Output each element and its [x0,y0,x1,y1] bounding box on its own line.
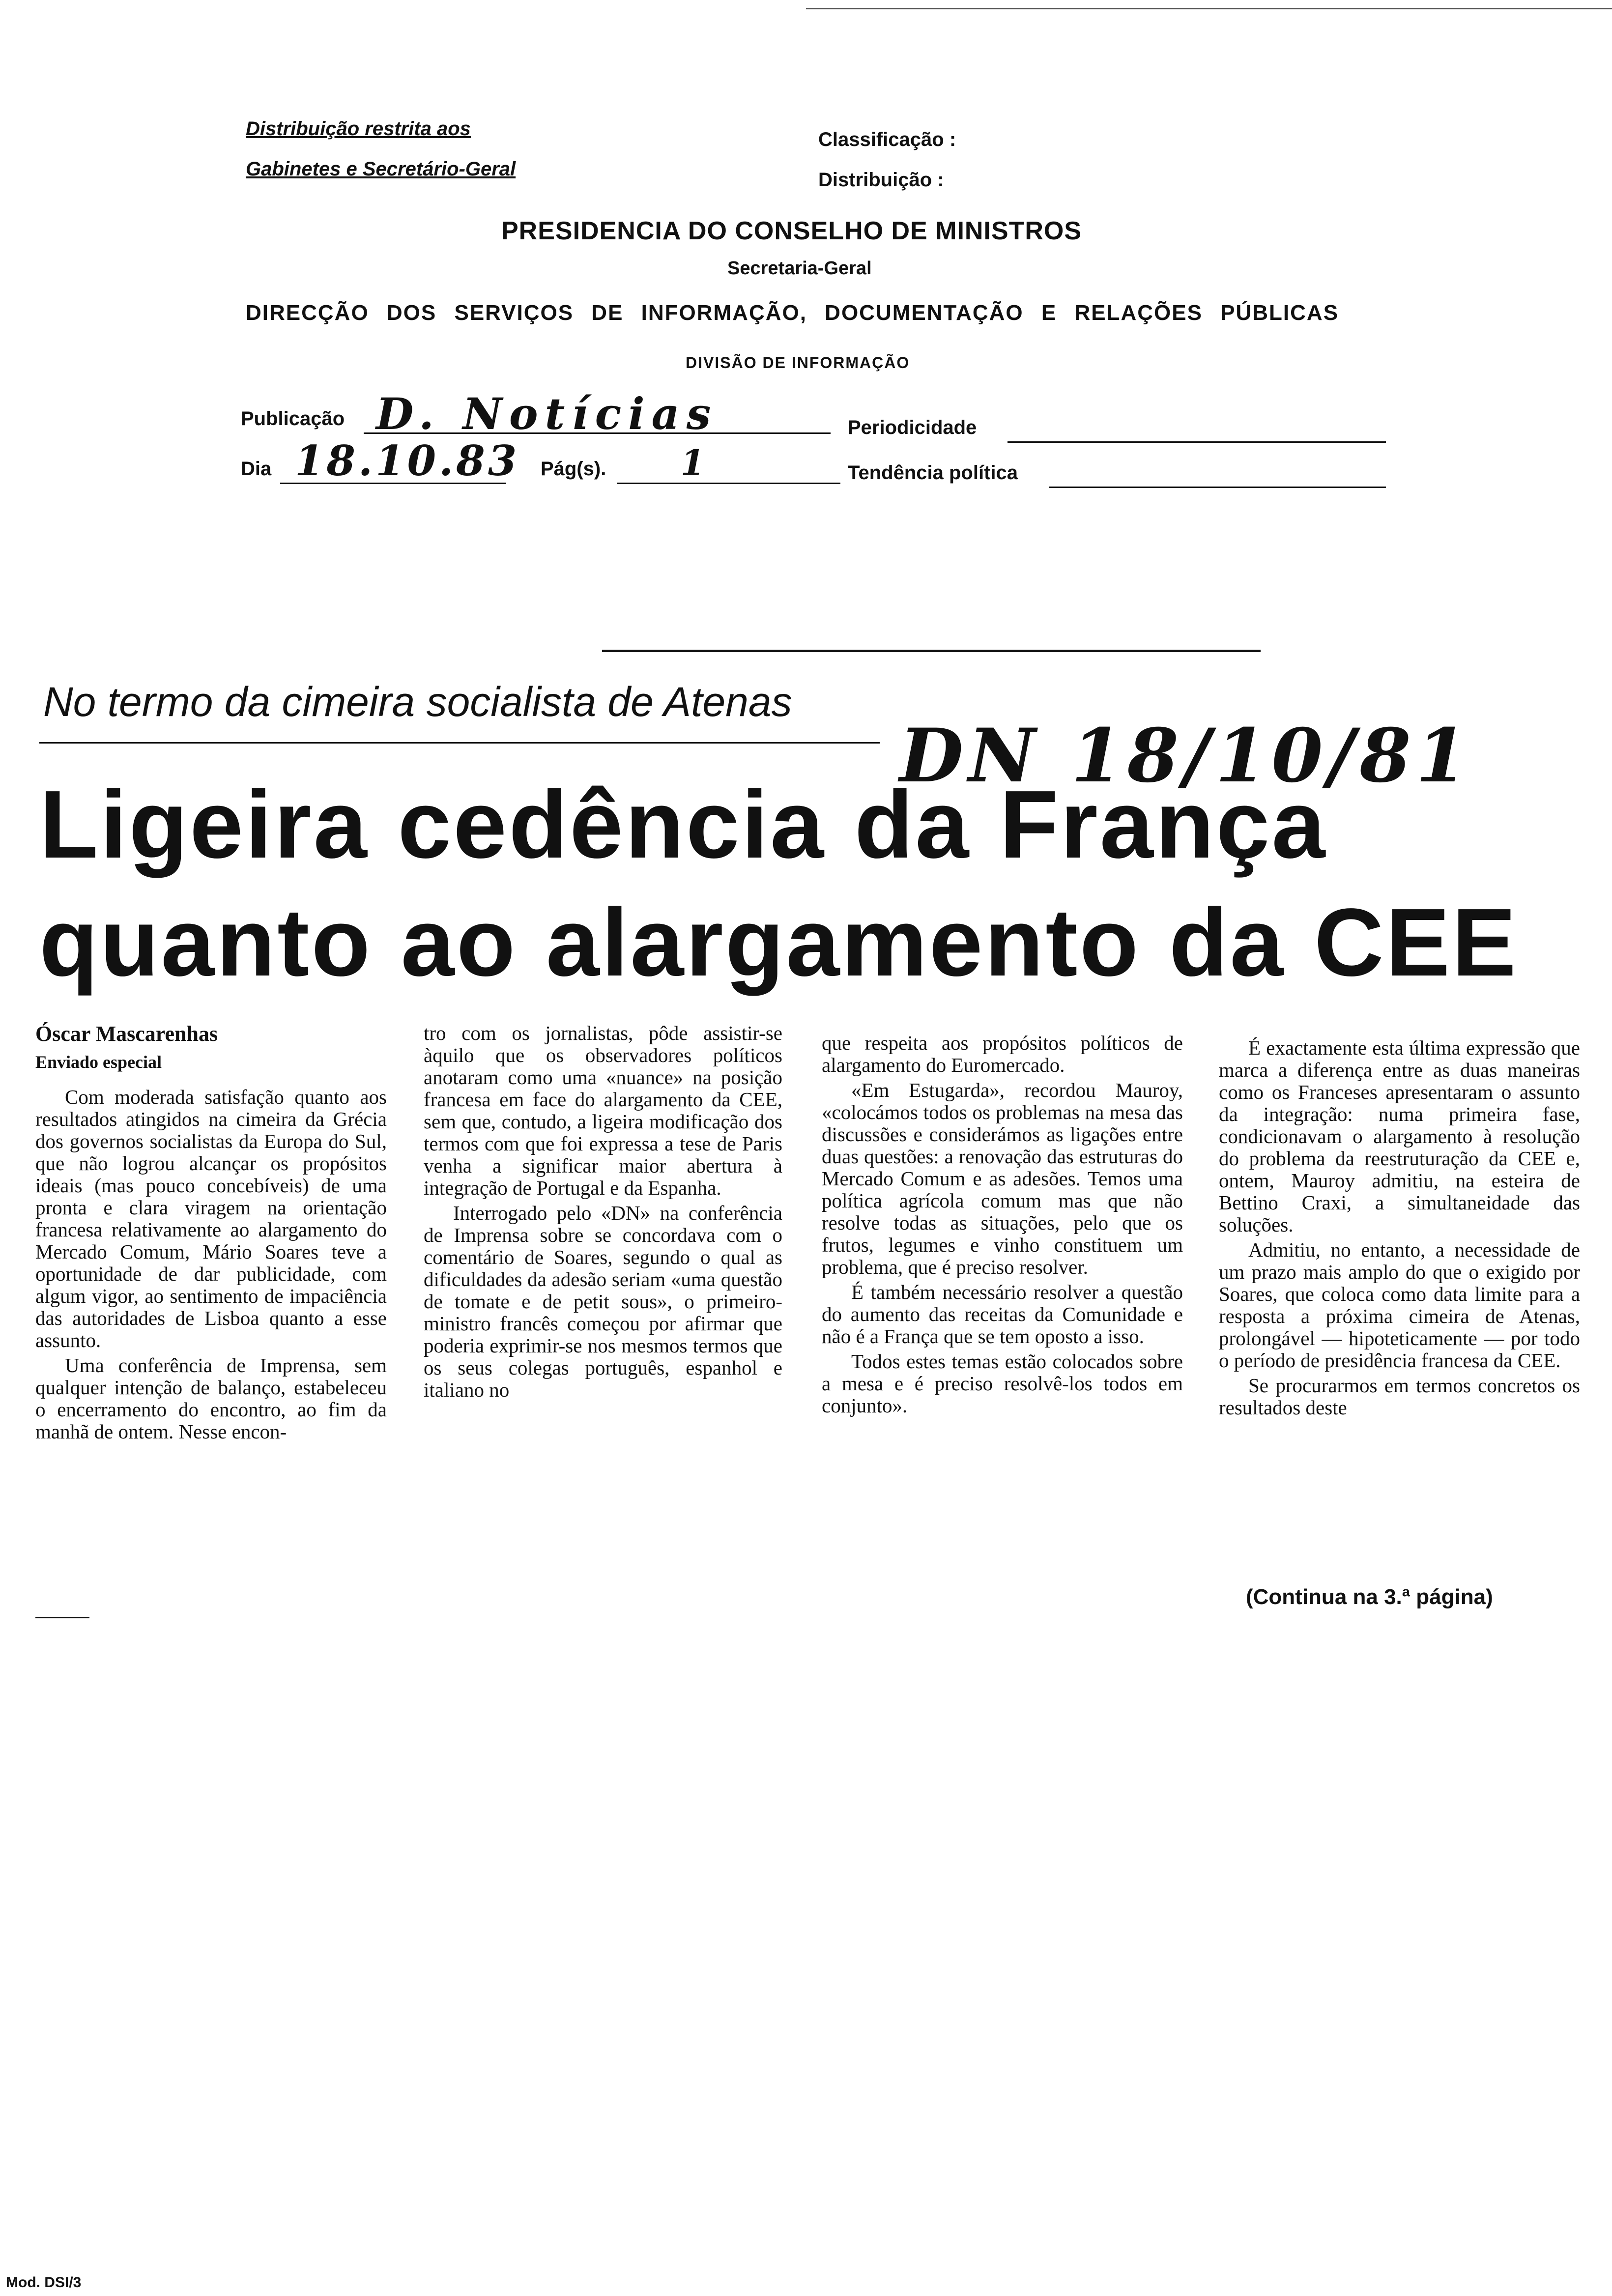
tendencia-line [1049,487,1386,488]
kicker-underline [39,742,880,744]
col2-paragraph: tro com os jornalistas, pôde assistir-se àquilo que os observadores políticos anotaram como uma «nuance» na posição francesa em face do alargamento da CEE, sem que, contudo, a ligeira modificação dos termos com que foi expressa a tese de Paris venha a significar maior abertura à integração de Portugal e da Espanha. [424,1022,782,1199]
col3-paragraph: que respeita aos propósitos políticos de alargamento do Euromercado. [822,1032,1183,1076]
article-column-2 [424,1022,782,1404]
handwritten-note: DN 18/10/81 [899,713,1472,799]
distribuicao-label: Distribuição : [818,169,944,191]
article-column-1 [35,1086,387,1446]
col3-paragraph: Todos estes temas estão colocados sobre a mesa e é preciso resolvê-los todos em conjunto». [822,1350,1183,1417]
pags-line [617,483,840,484]
col1-paragraph: Com moderada satisfação quanto aos resultados atingidos na cimeira da Grécia dos governos socialistas da Europa do Sul, que não logrou alcançar os propósitos ideais (mas pouco concebíveis) de uma pronta e clara viragem na orientação francesa relativamente ao alargamento do Mercado Comum, Mário Soares teve a oportunidade de dar publicidade, com algum vigor, ao sentimento de impaciência das autoridades de Lisboa quanto a esse assunto. [35,1086,387,1351]
restricted-line-2: Gabinetes e Secretário-Geral [246,158,516,180]
periodicidade-line [1008,441,1386,443]
restricted-line-1: Distribuição restrita aos [246,118,471,140]
continued-note: (Continua na 3.ª página) [1246,1585,1493,1609]
publicacao-label: Publicação [241,408,345,430]
dia-line [280,483,506,484]
col2-paragraph: Interrogado pelo «DN» na conferência de Imprensa sobre se concordava com o comentário de Soares, segundo o qual as dificuldades da adesão seriam «uma questão de tomate e de petit sous», o primeiro-ministro francês começou por afirmar que poderia exprimir-se nos mesmos termos que os seus colegas português, espanhol e italiano no [424,1202,782,1401]
secretaria-geral: Secretaria-Geral [727,258,872,279]
direccao-title: DIRECÇÃO DOS SERVIÇOS DE INFORMAÇÃO, DOCUMENTAÇÃO E RELAÇÕES PÚBLICAS [246,301,1339,325]
publicacao-value: D. Notícias [376,388,718,439]
article-column-4 [1219,1037,1580,1422]
col3-paragraph: É também necessário resolver a questão do aumento das receitas da Comunidade e não é a França que se tem oposto a isso. [822,1281,1183,1348]
headline-line-1: Ligeira cedência da França [39,771,1327,878]
top-border-line [806,8,1612,9]
form-model-code: Mod. DSI/3 [6,2274,82,2291]
column-end-rule [35,1617,89,1618]
article-column-3 [822,1032,1183,1420]
col4-paragraph: Admitiu, no entanto, a necessidade de um prazo mais amplo do que o exigido por Soares, que coloca como data limite para a resposta a próxima cimeira de Atenas, prolongável — hipoteticamente — por todo o período de presidência francesa da CEE. [1219,1238,1580,1372]
col4-paragraph: É exactamente esta última expressão que marca a diferença entre as duas maneiras como os Franceses apresentaram o assunto da integração: numa primeira fase, condicionavam o alargamento à resolução do problema da reestruturação da CEE e, ontem, Mauroy admitiu, na esteira de Bettino Craxi, a simultaneidade das soluções. [1219,1036,1580,1236]
pags-value: 1 [681,442,705,483]
col3-paragraph: «Em Estugarda», recordou Mauroy, «colocámos todos os problemas na mesa das discussões e considerámos as ligações entre duas questões: a renovação das estruturas do Mercado Comum e as adesões. Temos uma política agrícola comum mas que não resolve todas as situações, pelo que os frutos, legumes e vinho constituem um problema, que é preciso resolver. [822,1079,1183,1278]
dia-label: Dia [241,458,272,480]
headline-line-2: quanto ao alargamento da CEE [39,889,1518,996]
publicacao-line [364,432,831,434]
col4-paragraph: Se procurarmos em termos concretos os resultados deste [1219,1374,1580,1419]
author-name: Óscar Mascarenhas [35,1022,218,1046]
author-role: Enviado especial [35,1052,162,1072]
dia-value: 18.10.83 [295,436,520,485]
col1-paragraph: Uma conferência de Imprensa, sem qualquer intenção de balanço, estabeleceu o encerramento do encontro, ao fim da manhã de ontem. Nesse encon- [35,1354,387,1443]
classificacao-label: Classificação : [818,129,956,150]
periodicidade-label: Periodicidade [848,417,977,438]
organization-title: PRESIDENCIA DO CONSELHO DE MINISTROS [501,217,1082,245]
article-kicker: No termo da cimeira socialista de Atenas [43,679,792,725]
divisao-title: DIVISÃO DE INFORMAÇÃO [686,354,910,372]
pags-label: Pág(s). [541,458,606,480]
article-top-rule [602,650,1261,652]
tendencia-label: Tendência política [848,462,1018,484]
